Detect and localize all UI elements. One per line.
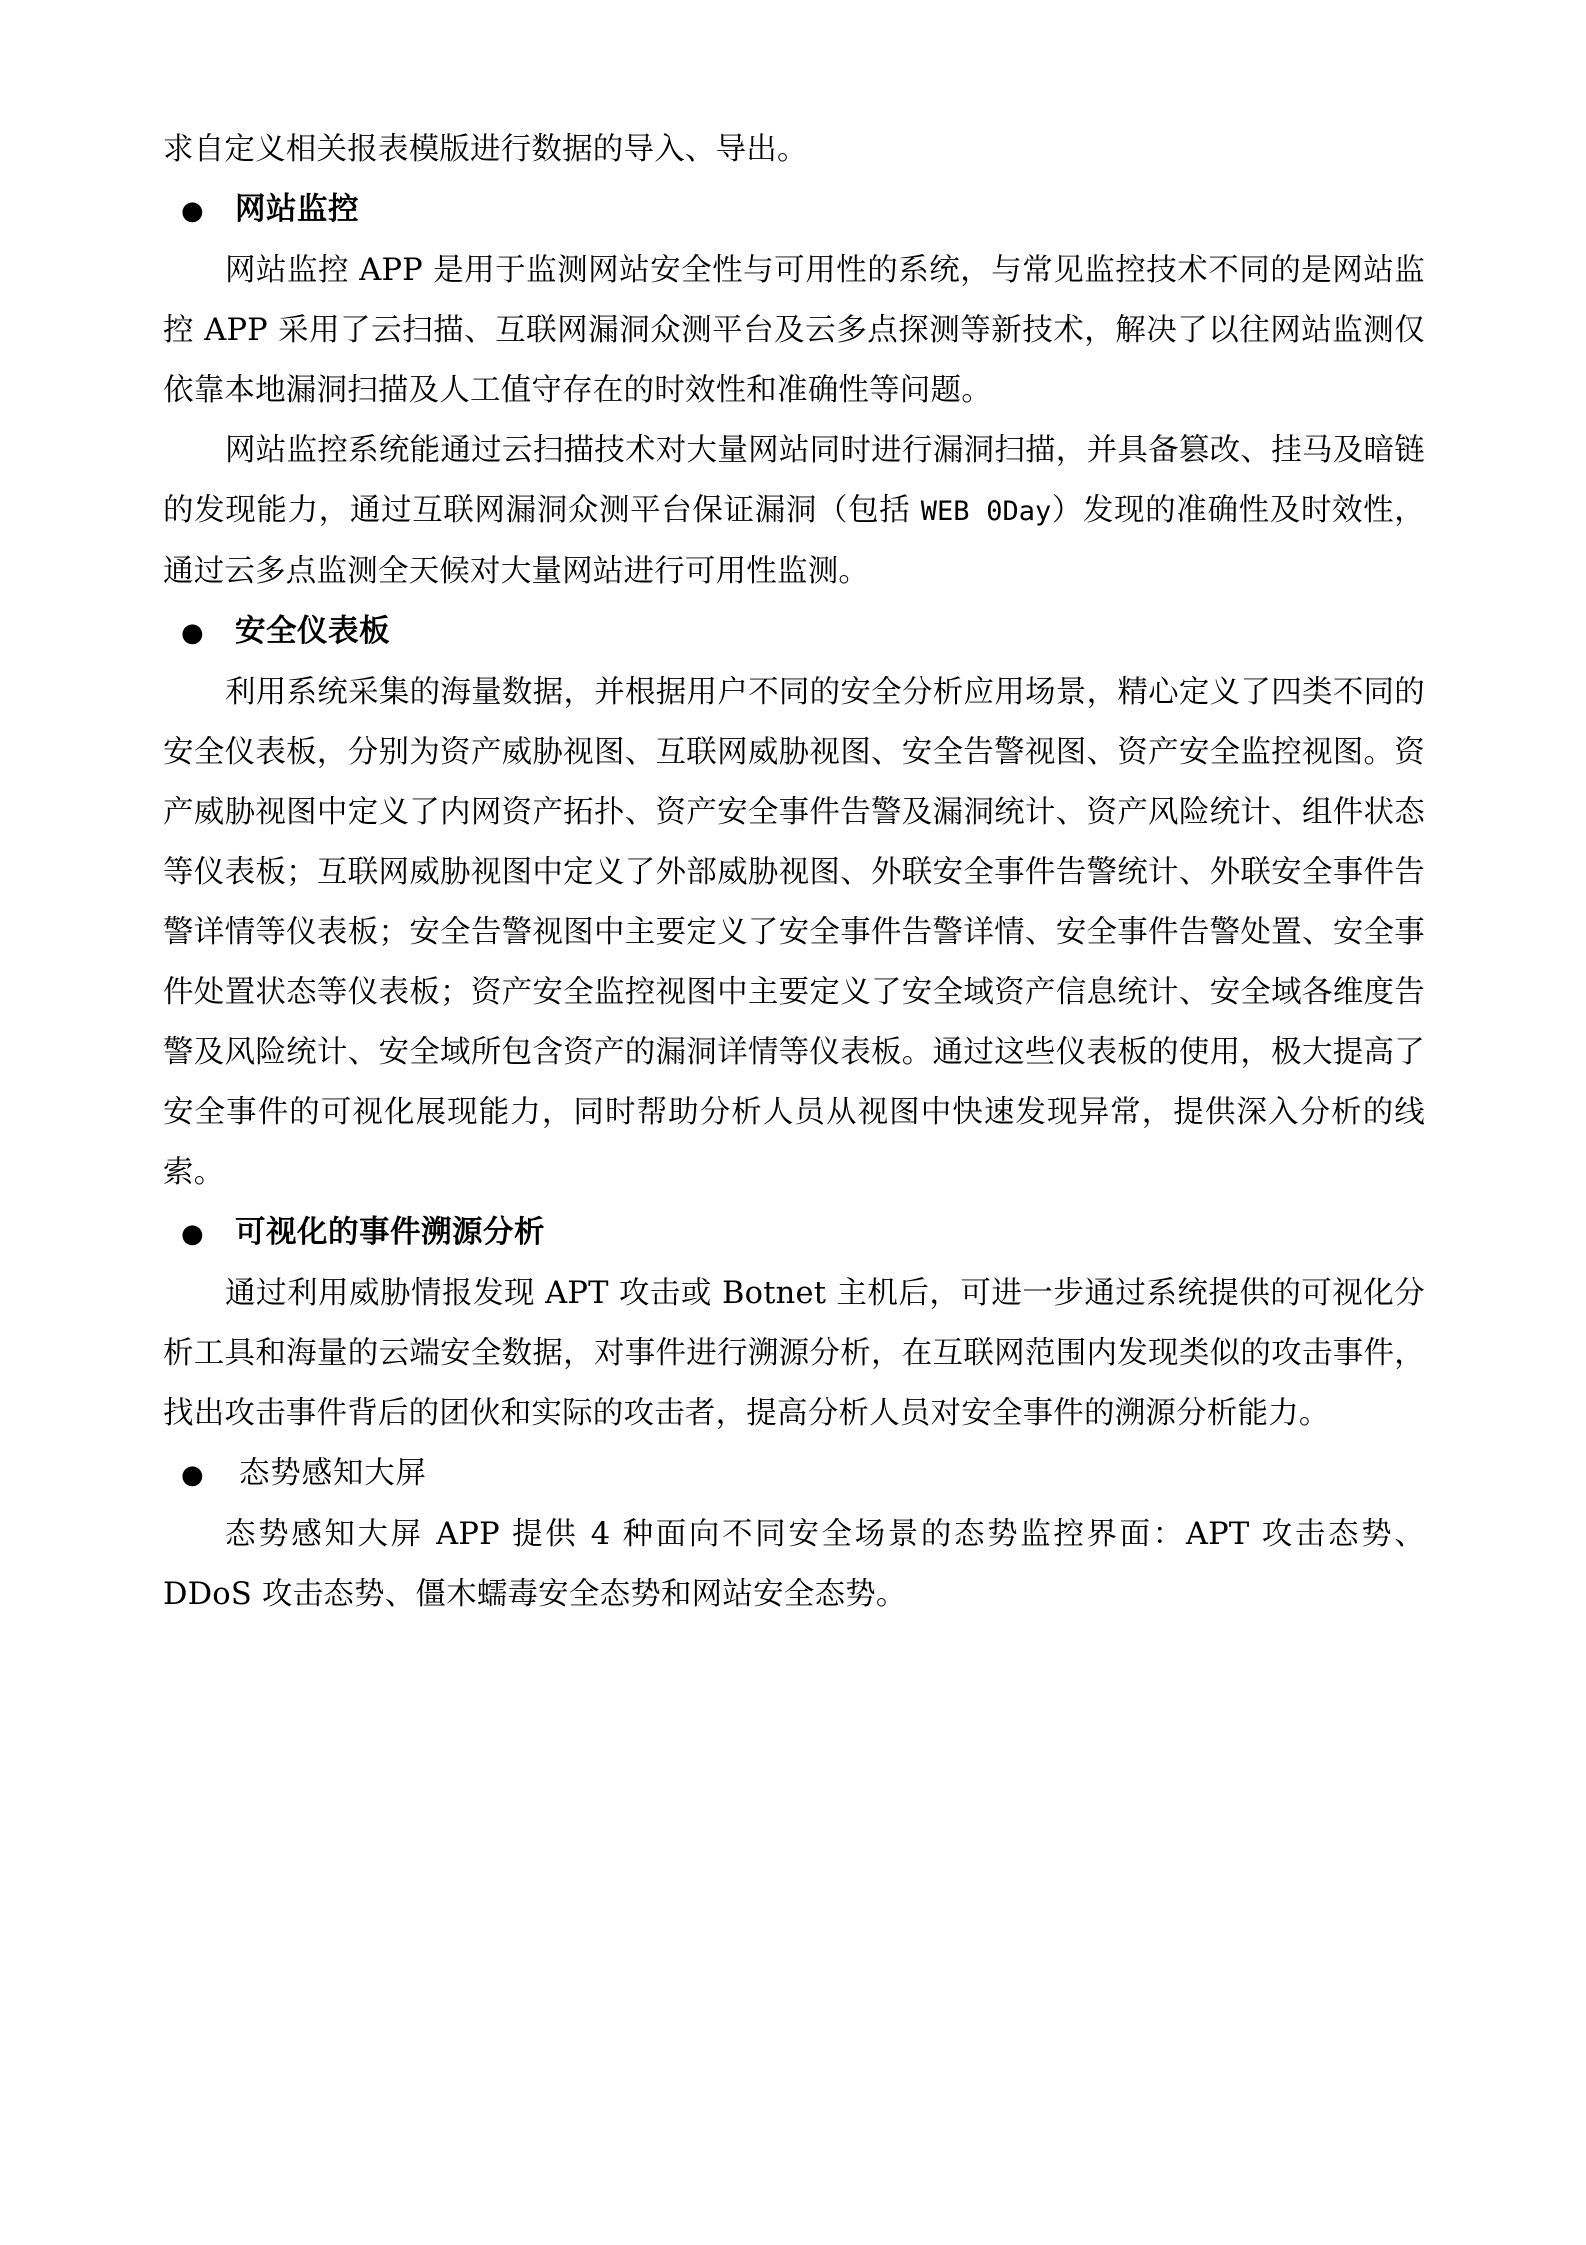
document-content [163, 120, 1425, 1625]
bullet-heading-label: 态势感知大屏 [239, 1456, 427, 1491]
paragraph-security-dashboard-1: 利用系统采集的海量数据，并根据用户不同的安全分析应用场景，精心定义了四类不同的安全仪表板，分别为资产威胁视图、互联网威胁视图、安全告警视图、资产安全监控视图。资产威胁视图中定义了内网资产拓扑、资产安全事件告警及漏洞统计、资产风险统计、组件状态等仪表板；互联网威胁视图中定义了外部威胁视图、外联安全事件告警统计、外联安全事件告警详情等仪表板；安全告警视图中主要定义了安全事件告警详情、安全事件告警处置、安全事件处置状态等仪表板；资产安全监控视图中主要定义了安全域资产信息统计、安全域各维度告警及风险统计、安全域所包含资产的漏洞详情等仪表板。通过这些仪表板的使用，极大提高了安全事件的可视化展现能力，同时帮助分析人员从视图中快速发现异常，提供深入分析的线索。 [163, 675, 1425, 1190]
paragraph-situation-awareness-1: 态势感知大屏 APP 提供 4 种面向不同安全场景的态势监控界面：APT 攻击态势、DDoS 攻击态势、僵木蠕毒安全态势和网站安全态势。 [163, 1517, 1425, 1612]
bullet-heading-label: 安全仪表板 [235, 614, 390, 649]
bullet-heading-security-dashboard [163, 602, 1425, 663]
bullet-dot-icon: ● [181, 196, 204, 226]
bullet-heading-label: 可视化的事件溯源分析 [235, 1215, 545, 1250]
paragraph-website-monitoring-2: 网站监控系统能通过云扫描技术对大量网站同时进行漏洞扫描，并具备篡改、挂马及暗链的发现能力，通过互联网漏洞众测平台保证漏洞（包括 WEB 0Day）发现的准确性及时效性，通过云多点监测全天候对大量网站进行可用性监测。 [163, 433, 1425, 589]
bullet-heading-label: 网站监控 [235, 192, 359, 227]
bullet-dot-icon: ● [181, 1219, 204, 1249]
bullet-heading-situation-awareness-screen [163, 1444, 1425, 1505]
bullet-dot-icon: ● [181, 618, 204, 648]
bullet-dot-icon: ● [181, 1460, 204, 1490]
paragraph-intro-continued: 求自定义相关报表模版进行数据的导入、导出。 [163, 132, 808, 167]
bullet-heading-visual-traceability [163, 1203, 1425, 1264]
paragraph-website-monitoring-1: 网站监控 APP 是用于监测网站安全性与可用性的系统，与常见监控技术不同的是网站监控 APP 采用了云扫描、互联网漏洞众测平台及云多点探测等新技术，解决了以往网站监测仅依靠本地漏洞扫描及人工值守存在的时效性和准确性等问题。 [163, 253, 1425, 408]
paragraph-visual-traceability-1: 通过利用威胁情报发现 APT 攻击或 Botnet 主机后，可进一步通过系统提供的可视化分析工具和海量的云端安全数据，对事件进行溯源分析，在互联网范围内发现类似的攻击事件，找出攻击事件背后的团伙和实际的攻击者，提高分析人员对安全事件的溯源分析能力。 [163, 1276, 1425, 1431]
bullet-heading-website-monitoring [163, 180, 1425, 241]
